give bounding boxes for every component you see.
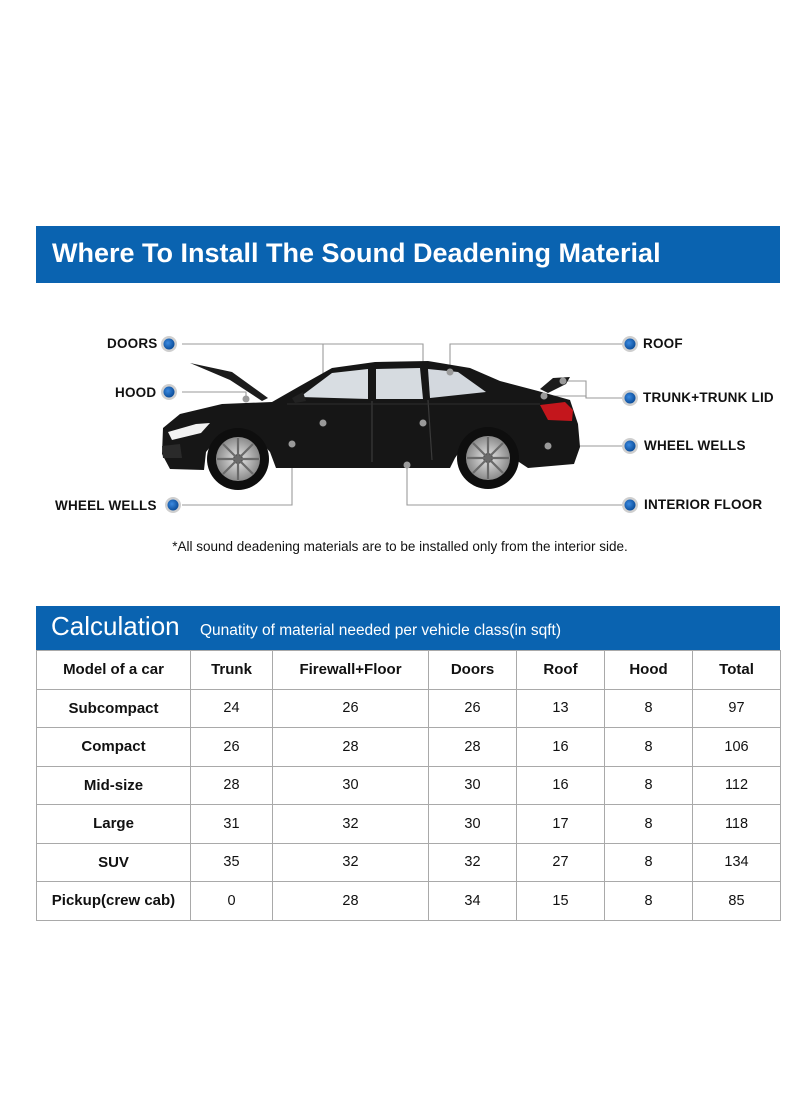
- table-cell: 16: [517, 766, 605, 805]
- table-cell: 85: [693, 882, 781, 921]
- table-cell: 8: [605, 805, 693, 844]
- table-cell: 28: [429, 728, 517, 767]
- calculation-table: [36, 650, 781, 921]
- label-wheel-wells-right: WHEEL WELLS: [644, 438, 746, 453]
- label-wheel-wells-left: WHEEL WELLS: [55, 498, 157, 513]
- table-row: [37, 882, 781, 921]
- label-interior-floor: INTERIOR FLOOR: [644, 497, 763, 512]
- table-cell: 8: [605, 766, 693, 805]
- wheel-wells-right-dot: [622, 438, 638, 454]
- table-cell: 16: [517, 728, 605, 767]
- header-total: Total: [693, 651, 781, 690]
- calculation-title: Calculation: [51, 611, 180, 641]
- table-cell: 97: [693, 689, 781, 728]
- table-cell: 134: [693, 843, 781, 882]
- header-hood: Hood: [605, 651, 693, 690]
- table-cell: 31: [191, 805, 273, 844]
- header-doors: Doors: [429, 651, 517, 690]
- table-cell: 13: [517, 689, 605, 728]
- table-cell: 8: [605, 843, 693, 882]
- model-cell: SUV: [37, 843, 191, 882]
- table-cell: 112: [693, 766, 781, 805]
- table-header-row: [37, 651, 781, 690]
- table-cell: 34: [429, 882, 517, 921]
- table-cell: 30: [429, 766, 517, 805]
- table-cell: 30: [429, 805, 517, 844]
- table-row: [37, 766, 781, 805]
- calculation-subtitle: Qunatity of material needed per vehicle class(in sqft): [200, 622, 561, 639]
- table-cell: 8: [605, 728, 693, 767]
- label-trunk: TRUNK+TRUNK LID: [643, 390, 774, 405]
- table-cell: 32: [273, 805, 429, 844]
- label-doors: DOORS: [107, 336, 158, 351]
- model-cell: Compact: [37, 728, 191, 767]
- table-cell: 118: [693, 805, 781, 844]
- table-row: [37, 843, 781, 882]
- table-cell: 28: [273, 728, 429, 767]
- table-cell: 0: [191, 882, 273, 921]
- wheel-wells-left-dot: [165, 497, 181, 513]
- table-cell: 35: [191, 843, 273, 882]
- table-row: [37, 689, 781, 728]
- hood-dot: [161, 384, 177, 400]
- table-cell: 26: [273, 689, 429, 728]
- install-note: *All sound deadening materials are to be installed only from the interior side.: [172, 539, 628, 554]
- model-cell: Pickup(crew cab): [37, 882, 191, 921]
- roof-dot: [622, 336, 638, 352]
- front-wheel: [207, 428, 269, 490]
- table-cell: 27: [517, 843, 605, 882]
- table-cell: 28: [273, 882, 429, 921]
- interior-floor-dot: [622, 497, 638, 513]
- table-cell: 26: [191, 728, 273, 767]
- install-banner: [36, 226, 780, 283]
- rear-wheel: [457, 427, 519, 489]
- header-model: Model of a car: [37, 651, 191, 690]
- header-trunk: Trunk: [191, 651, 273, 690]
- header-firewall-floor: Firewall+Floor: [273, 651, 429, 690]
- model-cell: Large: [37, 805, 191, 844]
- trunk-dot: [622, 390, 638, 406]
- table-cell: 8: [605, 882, 693, 921]
- table-cell: 8: [605, 689, 693, 728]
- header-roof: Roof: [517, 651, 605, 690]
- table-cell: 24: [191, 689, 273, 728]
- table-cell: 32: [429, 843, 517, 882]
- doors-dot: [161, 336, 177, 352]
- table-cell: 32: [273, 843, 429, 882]
- install-title: Where To Install The Sound Deadening Material: [52, 238, 661, 268]
- table-cell: 30: [273, 766, 429, 805]
- table-cell: 15: [517, 882, 605, 921]
- table-row: [37, 728, 781, 767]
- model-cell: Subcompact: [37, 689, 191, 728]
- table-cell: 17: [517, 805, 605, 844]
- table-cell: 26: [429, 689, 517, 728]
- table-cell: 28: [191, 766, 273, 805]
- calculation-banner: [36, 606, 780, 650]
- label-roof: ROOF: [643, 336, 683, 351]
- table-row: [37, 805, 781, 844]
- label-hood: HOOD: [115, 385, 157, 400]
- model-cell: Mid-size: [37, 766, 191, 805]
- table-cell: 106: [693, 728, 781, 767]
- car-diagram: [0, 300, 800, 540]
